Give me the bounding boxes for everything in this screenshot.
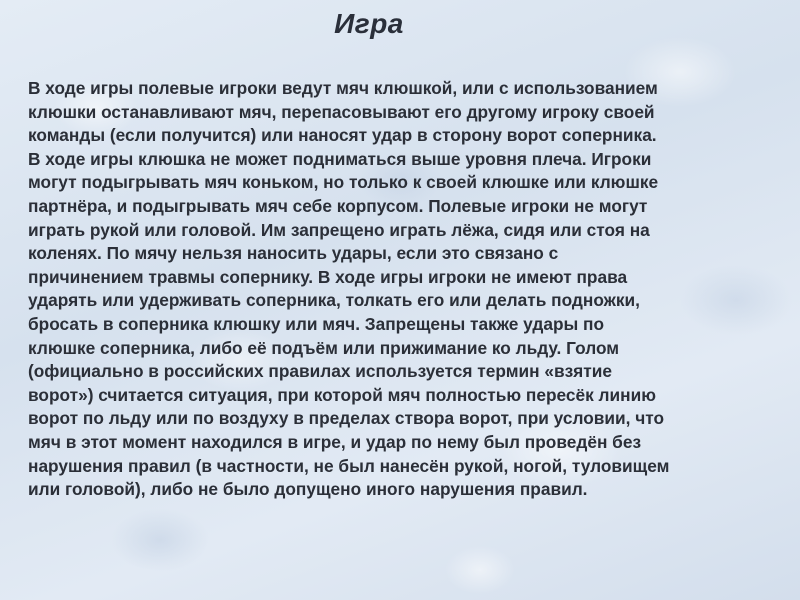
text-line: клюшки останавливают мяч, перепасовывают его другому игроку своей [28, 101, 655, 122]
text-line: или головой), либо не было допущено иного нарушения правил. [28, 479, 588, 500]
text-line: могут подыгрывать мяч коньком, но только к своей клюшке или клюшке [28, 172, 659, 193]
text-line: В ходе игры клюшка не может подниматься выше уровня плеча. Игроки [28, 148, 652, 169]
slide-title: Игра [334, 8, 404, 39]
text-line: причинением травмы сопернику. В ходе игры игроки не имеют права [28, 266, 628, 287]
text-line: (официально в российских правилах используется термин «взятие [28, 361, 612, 382]
text-line: ворот») считается ситуация, при которой мяч полностью пересёк линию [28, 384, 656, 405]
text-line: партнёра, и подыгрывать мяч себе корпусом. Полевые игроки не могут [28, 195, 648, 216]
slide-body-text [28, 77, 788, 502]
text-line: играть рукой или головой. Им запрещено играть лёжа, сидя или стоя на [28, 219, 650, 240]
text-line: ворот по льду или по воздуху в пределах створа ворот, при условии, что [28, 408, 665, 429]
text-line: ударять или удерживать соперника, толкать его или делать подножки, [28, 290, 640, 311]
text-line: клюшке соперника, либо её подъём или прижимание ко льду. Голом [28, 337, 620, 358]
text-line: нарушения правил (в частности, не был нанесён рукой, ногой, туловищем [28, 455, 670, 476]
text-line: мяч в этот момент находился в игре, и удар по нему был проведён без [28, 431, 642, 452]
text-line: коленях. По мячу нельзя наносить удары, если это связано с [28, 243, 559, 264]
text-line: бросать в соперника клюшку или мяч. Запрещены также удары по [28, 313, 605, 334]
text-line: В ходе игры полевые игроки ведут мяч клюшкой, или с использованием [28, 78, 658, 98]
text-line: команды (если получится) или наносят удар в сторону ворот соперника. [28, 125, 657, 146]
